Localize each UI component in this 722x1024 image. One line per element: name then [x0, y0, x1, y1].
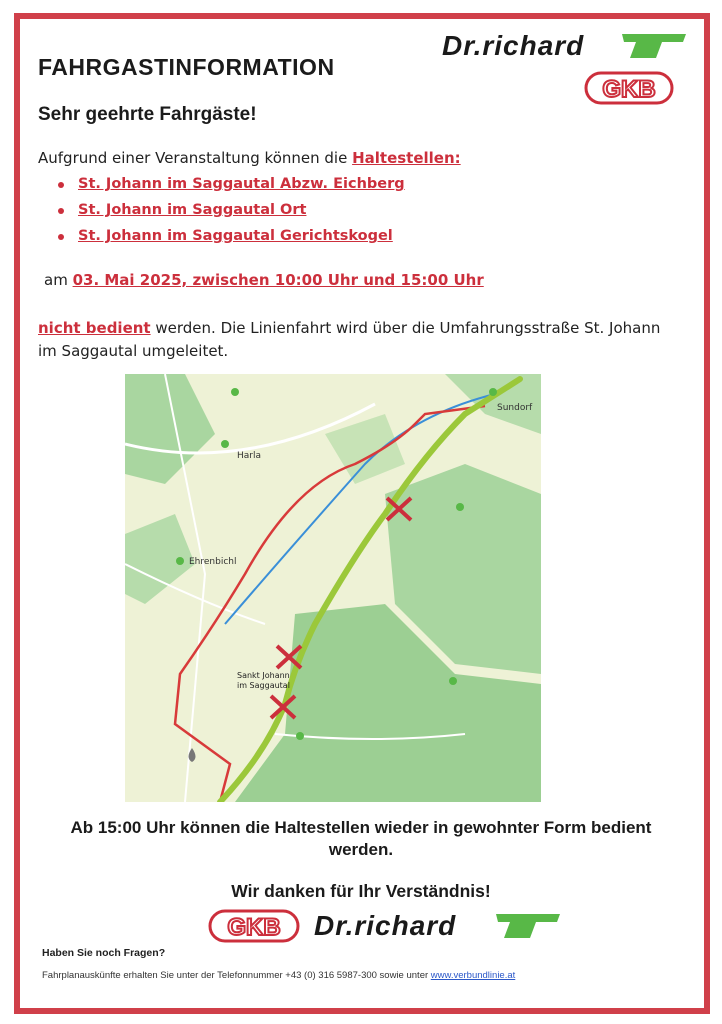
- stop-item: St. Johann im Saggautal Abzw. Eichberg: [58, 173, 405, 199]
- date-line: [44, 271, 484, 289]
- place-marker: [221, 440, 229, 448]
- place-label: Sundorf: [497, 403, 533, 413]
- dr-richard-logo-text: Dr.richard: [314, 910, 457, 941]
- stop-item: St. Johann im Saggautal Ort: [58, 199, 405, 225]
- route-map: [125, 374, 541, 802]
- dr-richard-logo-text: Dr.richard: [442, 30, 585, 61]
- website-link[interactable]: www.verbundlinie.at: [430, 970, 516, 981]
- stop-item: St. Johann im Saggautal Gerichtskogel: [58, 225, 405, 251]
- date-range: 03. Mai 2025, zwischen 10:00 Uhr und 15:00 Uhr: [72, 271, 484, 289]
- description: [38, 317, 678, 363]
- place-marker: [296, 732, 304, 740]
- place-marker: [489, 388, 497, 396]
- place-marker: [176, 557, 184, 565]
- description-text: werden. Die Linienfahrt wird über die Umfahrungsstraße St. Johann im Saggautal umgeleitet.: [38, 319, 661, 360]
- place-marker: [456, 503, 464, 511]
- stops-list: [58, 173, 405, 251]
- gkb-logo-text: GKB: [227, 914, 281, 941]
- stops-heading: Haltestellen:: [352, 149, 461, 167]
- gkb-logo-bottom: [208, 908, 300, 944]
- place-label: Ehrenbichl: [189, 557, 237, 567]
- dr-richard-logo-bottom: [312, 910, 564, 942]
- place-marker: [449, 677, 457, 685]
- footer-contact: [42, 970, 515, 981]
- dr-richard-logo-top: [440, 30, 690, 62]
- not-served-label: nicht bedient: [38, 319, 151, 337]
- gkb-logo-text: GKB: [602, 76, 656, 103]
- gkb-logo-top: [584, 70, 674, 106]
- thanks-line: Wir danken für Ihr Verständnis!: [231, 881, 491, 901]
- place-label: Harla: [237, 451, 261, 461]
- greeting: Sehr geehrte Fahrgäste!: [38, 104, 257, 125]
- place-label: im Saggautal: [237, 681, 290, 690]
- footer-text: Fahrplanauskünfte erhalten Sie unter der Telefonnummer +43 (0) 316 5987-300 sowie unter: [42, 970, 431, 981]
- place-marker: [231, 388, 239, 396]
- questions-heading: Haben Sie noch Fragen?: [42, 947, 166, 959]
- intro-text: Aufgrund einer Veranstaltung können die: [38, 149, 353, 167]
- page-title: FAHRGASTINFORMATION: [38, 54, 335, 80]
- intro-paragraph: [38, 149, 461, 167]
- date-prefix: am: [44, 271, 73, 289]
- place-label: Sankt Johann: [237, 671, 290, 680]
- resume-notice: Ab 15:00 Uhr können die Haltestellen wieder in gewohnter Form bedient werden.: [70, 818, 652, 859]
